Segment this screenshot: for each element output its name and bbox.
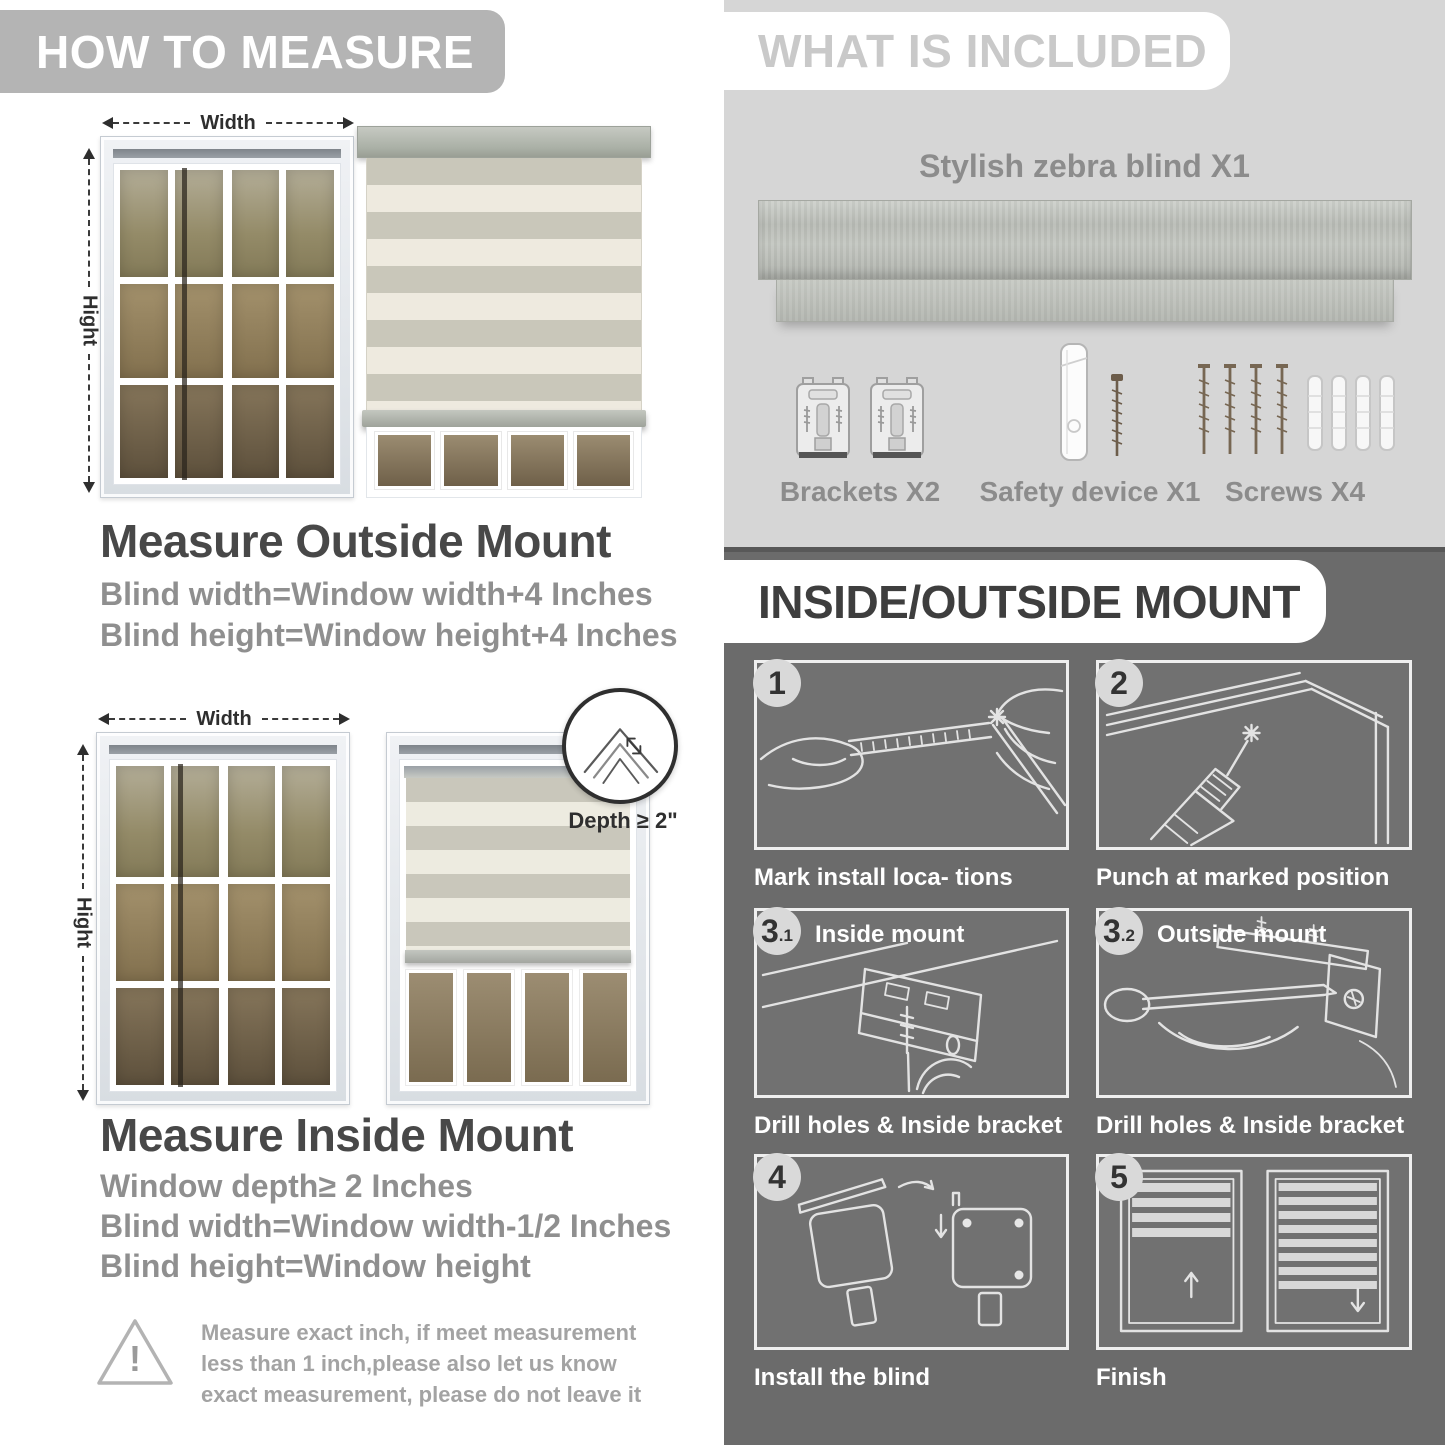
blind-headrail	[357, 126, 651, 158]
step-number: 5	[1110, 1159, 1128, 1195]
window-top-reveal	[113, 149, 341, 158]
step-number: 1	[768, 665, 786, 701]
arrow-down-icon	[83, 482, 95, 493]
window-under-blind	[406, 963, 630, 1085]
screws-label: Screws X4	[1224, 476, 1366, 507]
height-label: Hight	[78, 294, 101, 347]
how-to-measure-banner	[0, 10, 505, 93]
window-panes	[109, 759, 337, 1092]
safety-device-icon	[1053, 340, 1097, 466]
drill-drawing	[1099, 663, 1409, 847]
step-number: 4	[768, 1159, 786, 1195]
safety-device-label: Safety device X1	[979, 476, 1201, 507]
zebra-blind-outside-illustration	[366, 126, 642, 498]
outside-width-formula: Blind width=Window width+4 Inches	[100, 576, 653, 612]
height-arrow	[78, 148, 100, 493]
width-arrow	[102, 112, 354, 134]
inside-mount-heading: Measure Inside Mount	[100, 1109, 574, 1161]
step-4-caption: Install the blind	[754, 1364, 931, 1391]
safety-device-icons	[1053, 348, 1127, 466]
inside-width-formula: Blind width=Window width-1/2 Inches	[100, 1208, 672, 1244]
window-photo	[100, 136, 354, 498]
bracket-icons	[791, 348, 929, 466]
drainpipe	[182, 168, 187, 480]
screw-anchor-icons	[1190, 348, 1400, 466]
step-2-panel	[1096, 660, 1412, 850]
step-3-1-panel	[754, 908, 1069, 1098]
blind-bottom-rail	[405, 950, 631, 963]
step-subnumber: .2	[1120, 926, 1135, 945]
depth-requirement-label: Depth ≥ 2"	[568, 808, 678, 833]
mark-locations-drawing	[757, 663, 1066, 847]
arrow-down-icon	[77, 1090, 89, 1101]
bracket-icon	[865, 374, 929, 466]
width-arrow	[98, 708, 350, 730]
outside-height-formula: Blind height=Window height+4 Inches	[100, 617, 678, 653]
arrow-right-icon	[339, 713, 350, 725]
screw-icon	[1107, 370, 1127, 466]
warning-text: Measure exact inch, if meet measurement less than 1 inch,please also let us know exact measurement, please do not leave it	[201, 1320, 642, 1408]
arrow-right-icon	[343, 117, 354, 129]
height-arrow	[72, 744, 94, 1101]
window-under-blind	[366, 427, 642, 498]
arrow-up-icon	[77, 744, 89, 755]
inside-depth-rule: Window depth≥ 2 Inches	[100, 1168, 473, 1204]
step-1-badge	[753, 659, 801, 707]
window-photo	[96, 732, 350, 1105]
step-5-panel	[1096, 1154, 1412, 1350]
step-number: 3	[761, 913, 779, 949]
wall-anchors-icon	[1304, 366, 1400, 466]
step-3-2-panel	[1096, 908, 1412, 1098]
headrail-bottom-bar	[776, 280, 1394, 322]
inside-mount-illustration	[68, 700, 678, 1105]
mount-title: INSIDE/OUTSIDE MOUNT	[758, 575, 1301, 628]
step-3-2-caption: Drill holes & Inside bracket	[1096, 1112, 1405, 1139]
brackets-item	[740, 348, 980, 508]
drainpipe	[178, 764, 183, 1087]
window-top-reveal	[109, 745, 337, 754]
outside-mount-illustration	[78, 112, 650, 498]
width-label: Width	[196, 708, 252, 730]
arrow-left-icon	[102, 117, 113, 129]
step-number: 3	[1103, 913, 1121, 949]
how-to-measure-title: HOW TO MEASURE	[36, 25, 475, 78]
exclamation-mark: !	[129, 1338, 141, 1379]
inside-height-formula: Blind height=Window height	[100, 1248, 531, 1284]
step-2-badge	[1095, 659, 1143, 707]
measurement-warning	[95, 1315, 670, 1411]
outside-mount-heading: Measure Outside Mount	[100, 515, 611, 567]
screws-item	[1170, 348, 1420, 508]
height-label: Hight	[72, 896, 95, 949]
step-2-caption: Punch at marked position	[1096, 864, 1390, 891]
step-3-1-title: Inside mount	[815, 921, 965, 948]
step-5-badge	[1095, 1153, 1143, 1201]
what-is-included-header	[724, 12, 1230, 90]
step-number: 2	[1110, 665, 1128, 701]
warning-triangle-icon	[95, 1315, 175, 1391]
blind-bottom-rail	[362, 410, 646, 427]
inside-outside-mount-section	[724, 547, 1445, 1445]
depth-detail-magnifier	[562, 688, 678, 804]
bracket-icon	[791, 374, 855, 466]
step-3-1-badge	[753, 907, 801, 955]
blind-fabric-stripes	[366, 158, 642, 410]
product-label: Stylish zebra blind X1	[919, 148, 1250, 184]
step-3-1-caption: Drill holes & Inside bracket	[754, 1112, 1063, 1139]
step-1-panel	[754, 660, 1069, 850]
step-1-caption: Mark install loca- tions	[754, 864, 1013, 891]
install-blind-drawing	[757, 1157, 1066, 1347]
brackets-label: Brackets X2	[779, 476, 941, 507]
blind-fabric-stripes	[406, 778, 630, 950]
step-3-2-title: Outside mount	[1157, 921, 1327, 948]
window-corner-detail-icon	[570, 696, 670, 796]
step-4-panel	[754, 1154, 1069, 1350]
step-3-2-badge	[1095, 907, 1143, 955]
arrow-left-icon	[98, 713, 109, 725]
step-subnumber: .1	[778, 926, 793, 945]
what-is-included-section	[724, 0, 1445, 547]
step-5-caption: Finish	[1096, 1364, 1167, 1391]
width-label: Width	[200, 112, 256, 134]
screws-icon	[1190, 358, 1294, 466]
mount-header	[724, 560, 1326, 643]
finish-drawing	[1099, 1157, 1409, 1347]
what-is-included-title: WHAT IS INCLUDED	[758, 25, 1208, 77]
step-4-badge	[753, 1153, 801, 1201]
arrow-up-icon	[83, 148, 95, 159]
window-panes	[113, 163, 341, 485]
headrail-product-image	[758, 200, 1412, 280]
